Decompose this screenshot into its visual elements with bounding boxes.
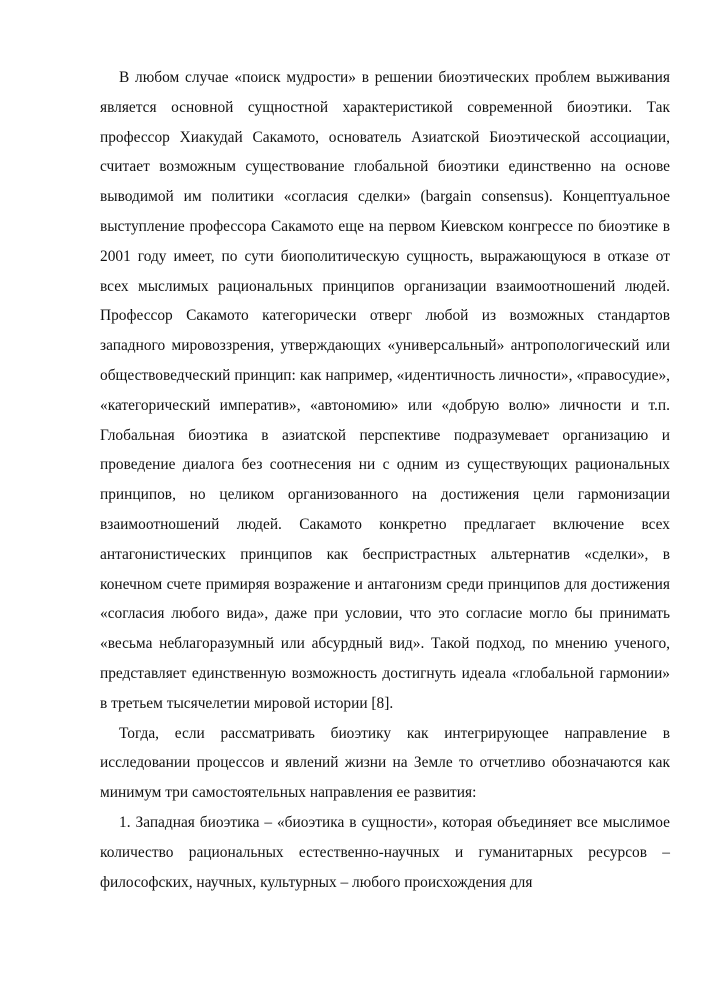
paragraph-directions: Тогда, если рассматривать биоэтику как интегрирующее направление в исследовании процессов и явлений жизни на Земле то отчетливо обозначаются как минимум три самостоятельных направления ее развития:: [100, 724, 670, 802]
body-text: [100, 63, 670, 897]
paragraph-western-bioethics: 1. Западная биоэтика – «биоэтика в сущности», которая объединяет все мыслимое количество рациональных естественно-научных и гуманитарных ресурсов – философских, научных, культурных – любого происхождения для: [100, 813, 670, 891]
paragraph-sakamoto: В любом случае «поиск мудрости» в решении биоэтических проблем выживания является основной сущностной характеристикой современной биоэтики. Так профессор Хиакудай Сакамото, основатель Азиатской Биоэтической ассоциации, считает возможным существование глобальной биоэтики единственно на основе выводимой им политики «согласия сделки» (bargain consensus). Концептуальное выступление профессора Сакамото еще на первом Киевском конгрессе по биоэтике в 2001 году имеет, по сути биополитическую сущность, выражающуюся в отказе от всех мыслимых рациональных принципов организации взаимоотношений людей. Профессор Сакамото категорически отверг любой из возможных стандартов западного мировоззрения, утверждающих «универсальный» антропологический или обществоведческий принцип: как например, «идентичность личности», «правосудие», «категорический императив», «автономию» или «добрую волю» личности и т.п. Глобальная биоэтика в азиатской перспективе подразумевает организацию и проведение диалога без соотнесения ни с одним из существующих рациональных принципов, но целиком организованного на достижения цели гармонизации взаимоотношений людей. Сакамото конкретно предлагает включение всех антагонистических принципов как беспристрастных альтернатив «сделки», в конечном счете примиряя возражение и антагонизм среди принципов для достижения «согласия любого вида», даже при условии, что это согласие могло бы принимать «весьма неблагоразумный или абсурдный вид». Такой подход, по мнению ученого, представляет единственную возможность достигнуть идеала «глобальной гармонии» в третьем тысячелетии мировой истории [8].: [100, 69, 670, 712]
